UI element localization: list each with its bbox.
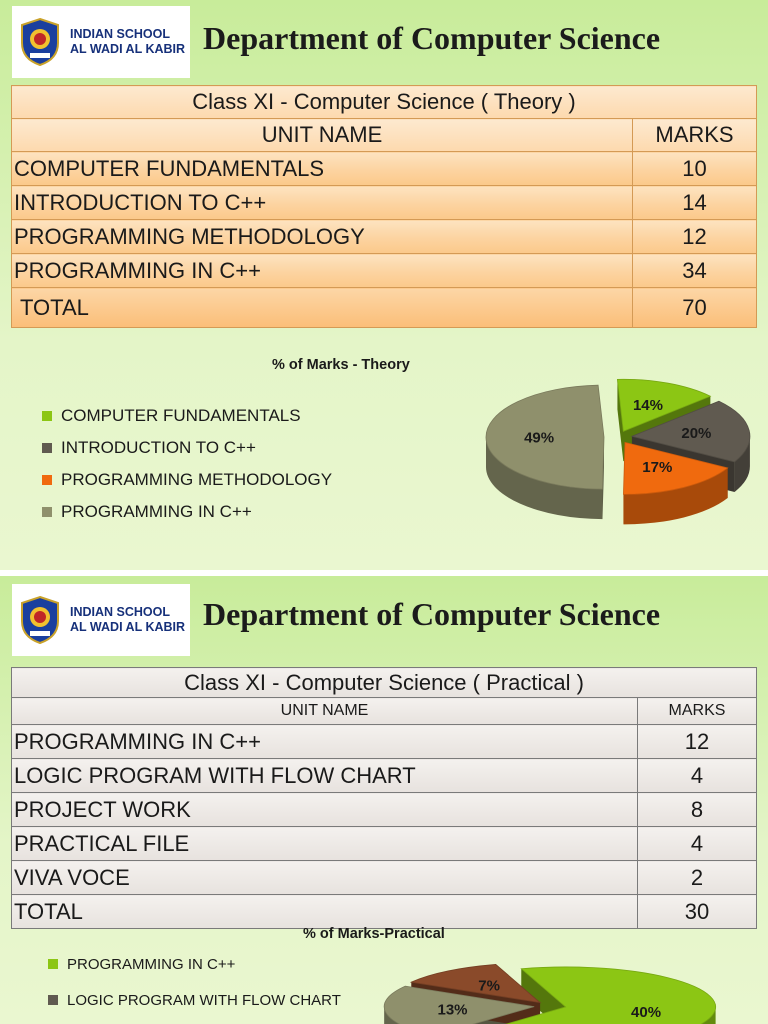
practical-header-unit: UNIT NAME <box>12 698 638 725</box>
unit-name-cell: PROJECT WORK <box>12 793 638 827</box>
marks-cell: 8 <box>638 793 757 827</box>
legend-item <box>42 496 332 528</box>
legend-label: PROGRAMMING IN C++ <box>67 955 236 973</box>
legend-item <box>42 400 332 432</box>
school-name-line2: AL WADI AL KABIR <box>70 620 186 634</box>
pie-data-label: 49% <box>524 429 555 447</box>
unit-name-cell: PROGRAMMING IN C++ <box>12 725 638 759</box>
table-row <box>12 793 757 827</box>
legend-label: PROGRAMMING IN C++ <box>61 502 252 521</box>
legend-swatch <box>42 475 52 485</box>
legend-item <box>42 464 332 496</box>
pie-data-label: 20% <box>681 425 712 443</box>
total-row <box>12 288 757 328</box>
legend-item <box>48 982 341 1018</box>
total-marks: 30 <box>638 895 757 929</box>
school-logo <box>12 6 190 78</box>
marks-cell: 12 <box>638 725 757 759</box>
theory-pie-chart <box>470 375 760 555</box>
school-name-line2: AL WADI AL KABIR <box>70 42 186 56</box>
table-row <box>12 152 757 186</box>
legend-label: INTRODUCTION TO C++ <box>61 438 256 457</box>
school-name-line1: INDIAN SCHOOL <box>70 605 170 619</box>
marks-cell: 10 <box>633 152 757 186</box>
practical-pie-chart <box>380 956 760 1024</box>
theory-chart-legend <box>42 400 332 528</box>
legend-swatch <box>48 995 58 1005</box>
legend-label: COMPUTER FUNDAMENTALS <box>61 406 301 425</box>
page-title: Department of Computer Science <box>203 596 661 632</box>
theory-table-caption: Class XI - Computer Science ( Theory ) <box>12 86 757 119</box>
total-marks: 70 <box>633 288 757 328</box>
legend-swatch <box>42 411 52 421</box>
table-row <box>12 254 757 288</box>
theory-header-unit: UNIT NAME <box>12 119 633 152</box>
practical-chart-title: % of Marks-Practical <box>303 926 445 942</box>
pie-data-label: 13% <box>437 1001 468 1019</box>
marks-cell: 4 <box>638 759 757 793</box>
theory-chart-title: % of Marks - Theory <box>272 357 410 373</box>
theory-marks-table <box>11 85 757 328</box>
practical-table-caption: Class XI - Computer Science ( Practical ) <box>12 668 757 698</box>
theory-header-marks: MARKS <box>633 119 757 152</box>
page-title: Department of Computer Science <box>203 20 661 56</box>
unit-name-cell: LOGIC PROGRAM WITH FLOW CHART <box>12 759 638 793</box>
legend-item <box>42 432 332 464</box>
unit-name-cell: INTRODUCTION TO C++ <box>12 186 633 220</box>
unit-name-cell: VIVA VOCE <box>12 861 638 895</box>
marks-cell: 14 <box>633 186 757 220</box>
marks-cell: 2 <box>638 861 757 895</box>
pie-data-label: 40% <box>631 1003 662 1021</box>
school-crest-icon <box>18 595 62 645</box>
marks-cell: 4 <box>638 827 757 861</box>
legend-swatch <box>48 959 58 969</box>
marks-cell: 12 <box>633 220 757 254</box>
practical-marks-table <box>11 667 757 929</box>
table-row <box>12 186 757 220</box>
table-row <box>12 759 757 793</box>
table-row <box>12 827 757 861</box>
marks-cell: 34 <box>633 254 757 288</box>
legend-label: LOGIC PROGRAM WITH FLOW CHART <box>67 991 341 1009</box>
school-name-line1: INDIAN SCHOOL <box>70 27 170 41</box>
unit-name-cell: PRACTICAL FILE <box>12 827 638 861</box>
table-row <box>12 725 757 759</box>
total-label: TOTAL <box>12 895 638 929</box>
total-row <box>12 895 757 929</box>
legend-swatch <box>42 507 52 517</box>
unit-name-cell: COMPUTER FUNDAMENTALS <box>12 152 633 186</box>
pie-data-label: 14% <box>632 396 663 414</box>
unit-name-cell: PROGRAMMING IN C++ <box>12 254 633 288</box>
pie-data-label: 7% <box>478 977 500 995</box>
practical-chart-legend <box>48 946 341 1018</box>
unit-name-cell: PROGRAMMING METHODOLOGY <box>12 220 633 254</box>
school-logo <box>12 584 190 656</box>
practical-header-marks: MARKS <box>638 698 757 725</box>
total-label: TOTAL <box>12 288 633 328</box>
school-crest-icon <box>18 17 62 67</box>
pie-data-label: 17% <box>642 459 673 477</box>
legend-item <box>48 946 341 982</box>
table-row <box>12 220 757 254</box>
legend-label: PROGRAMMING METHODOLOGY <box>61 470 333 489</box>
legend-swatch <box>42 443 52 453</box>
table-row <box>12 861 757 895</box>
